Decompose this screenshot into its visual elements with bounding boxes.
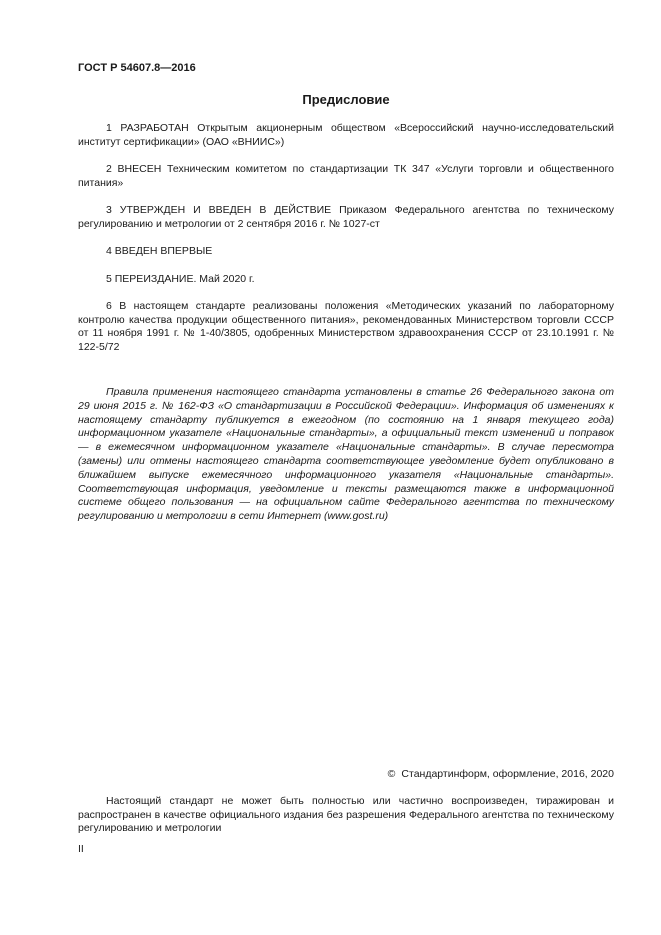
preface-item-4: 4 ВВЕДЕН ВПЕРВЫЕ xyxy=(106,245,213,257)
preface-item-5: 5 ПЕРЕИЗДАНИЕ. Май 2020 г. xyxy=(106,272,255,285)
reproduction-notice: Настоящий стандарт не может быть полностью или частично воспроизведен, тиражирован и распространен в качестве официального издания без разрешения Федерального агентства по техническому регулированию и метрологии xyxy=(78,795,614,834)
application-rules-note: Правила применения настоящего стандарта установлены в статье 26 Федерального закона от 29 июня 2015 г. № 162-ФЗ «О стандартизации в Российской Федерации». Информация об изменениях к настоящему стандарту публикуется в ежегодном (по состоянию на 1 января текущего года) информационном указателе «Национальные стандарты», а официальный текст изменений и поправок — в ежемесячном информационном указателе «Национальные стандарты». В случае пересмотра (замены) или отмены настоящего стандарта соответствующее уведомление будет опубликовано в ближайшем выпуске ежемесячного информационного указателя «Национальные стандарты». Соответствующая информация, уведомление и тексты размещаются также в информационной системе общего пользования — на официальном сайте Федерального агентства по техническому регулированию и метрологии в сети Интернет (www.gost.ru) xyxy=(78,386,614,523)
preface-item-3: 3 УТВЕРЖДЕН И ВВЕДЕН В ДЕЙСТВИЕ Приказом Федерального агентства по техническому регулированию и метрологии от 2 сентября 2016 г. № 1027-ст xyxy=(78,204,614,230)
preface-item-6: 6 В настоящем стандарте реализованы положения «Методических указаний по лабораторному контролю качества продукции общественного питания», рекомендованных Министерством торговли СССР от 11 ноября 1991 г. № 1-40/3805, одобренных Министерством здравоохранения СССР от 23.10.1991 г. № 122-5/72 xyxy=(78,300,614,353)
standard-code: ГОСТ Р 54607.8—2016 xyxy=(78,62,196,74)
copyright-symbol: © xyxy=(387,768,396,780)
section-title: Предисловие xyxy=(302,92,390,107)
page-number: II xyxy=(78,843,84,855)
preface-item-1: 1 РАЗРАБОТАН Открытым акционерным обществом «Всероссийский научно-исследовательский институт сертификации» (ОАО «ВНИИС») xyxy=(78,122,614,148)
copyright-text: Стандартинформ, оформление, 2016, 2020 xyxy=(401,768,614,780)
copyright-line xyxy=(388,768,614,780)
preface-item-2: 2 ВНЕСЕН Техническим комитетом по стандартизации ТК 347 «Услуги торговли и общественного питания» xyxy=(78,163,614,189)
preface-items xyxy=(78,122,614,368)
